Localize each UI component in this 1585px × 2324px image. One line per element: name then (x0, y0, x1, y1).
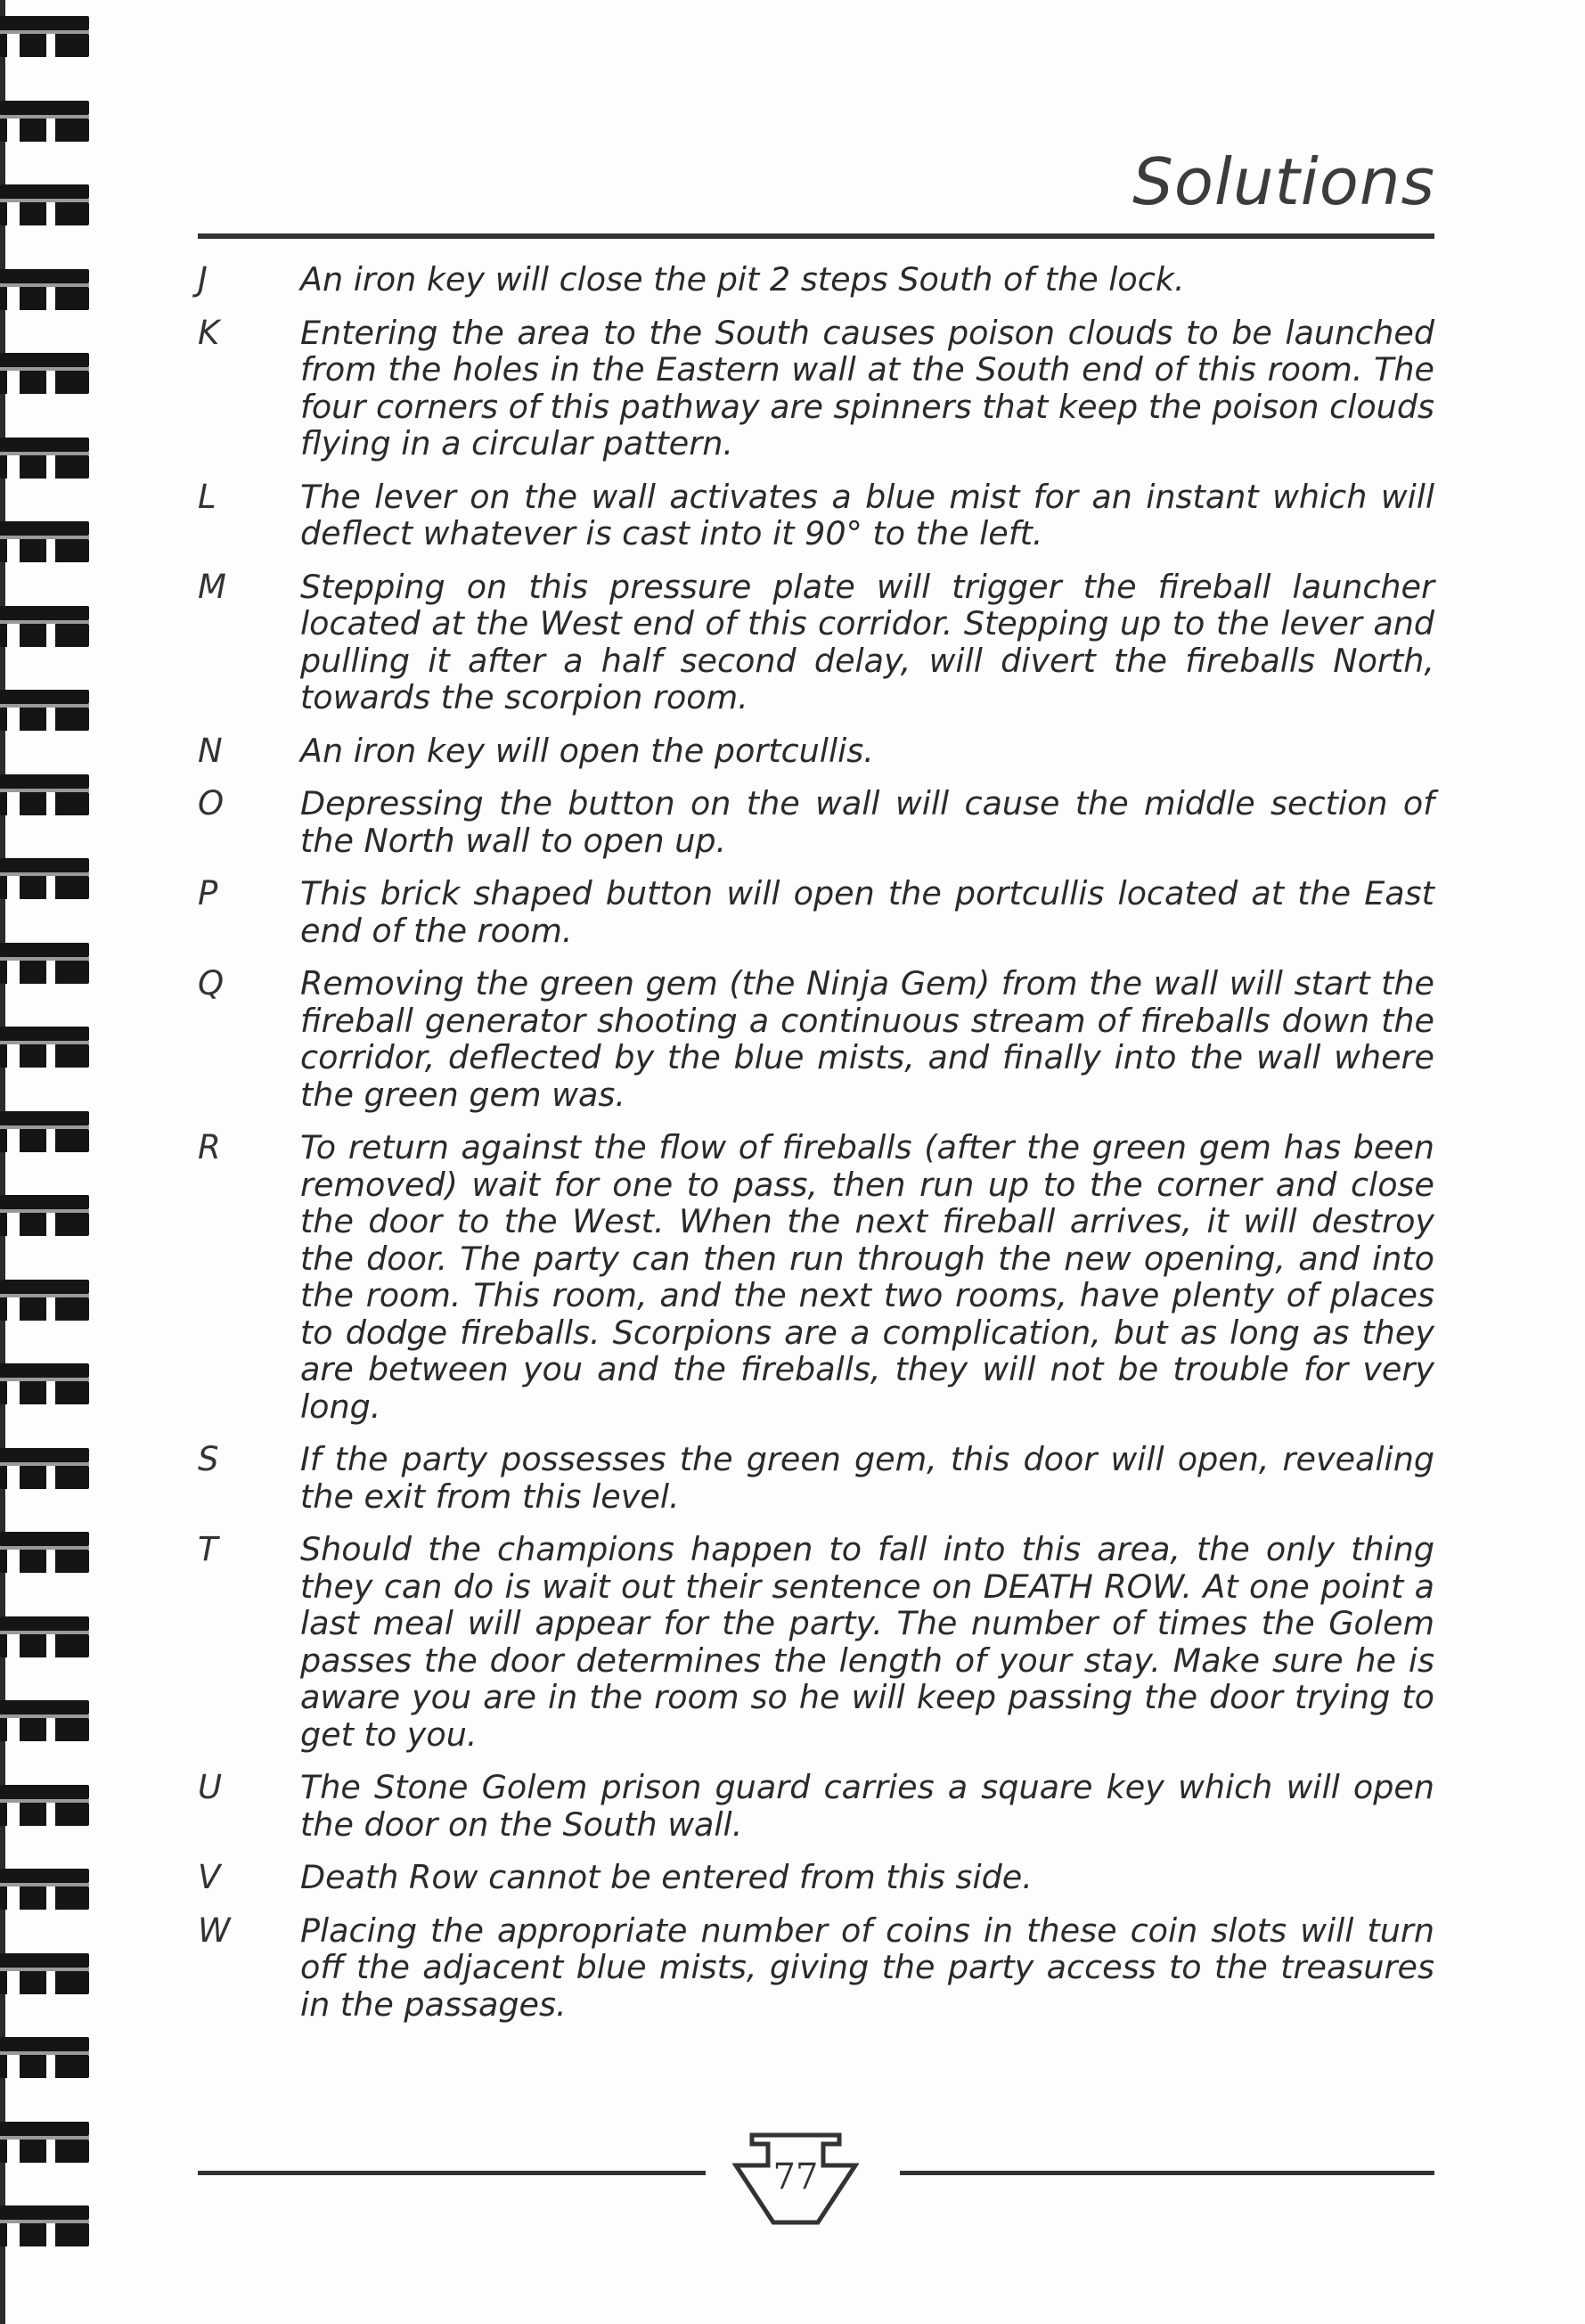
solution-entry-l (198, 479, 1434, 552)
solution-entry-k (198, 315, 1434, 462)
entry-letter: J (198, 260, 208, 299)
entry-letter: T (198, 1530, 218, 1568)
solution-entry-v (198, 1859, 1434, 1896)
entry-text: An iron key will open the portcullis. (300, 731, 874, 770)
entry-text: Placing the appropriate number of coins in these coin slots will turn off the adjacent blue mists, giving the party access to the treasures in the passages. (300, 1911, 1434, 2024)
entry-text: An iron key will close the pit 2 steps South of the lock. (300, 260, 1185, 299)
entry-text: Removing the green gem (the Ninja Gem) from the wall will start the fireball generator shooting a continuous stream of fireballs down the corridor, deflected by the blue mists, and finally into the wall where the green gem was. (300, 964, 1434, 1114)
entry-text: Entering the area to the South causes poison clouds to be launched from the holes in the Eastern wall at the South end of this room. The four corners of this pathway are spinners that keep the poison clouds flying in a circular pattern. (300, 313, 1434, 462)
solution-entry-t (198, 1531, 1434, 1753)
solution-entry-j (198, 261, 1434, 299)
entry-text: The Stone Golem prison guard carries a square key which will open the door on the South wall. (300, 1768, 1434, 1844)
solution-entry-s (198, 1441, 1434, 1515)
entry-letter: W (198, 1911, 231, 1950)
entry-letter: O (198, 784, 225, 822)
entry-letter: N (198, 731, 223, 770)
page-title: Solutions (1132, 144, 1435, 219)
solution-entry-m (198, 569, 1434, 716)
entry-text: This brick shaped button will open the portcullis located at the East end of the room. (300, 874, 1434, 950)
footer-rule-right (900, 2171, 1434, 2175)
footer-rule-left (198, 2171, 706, 2175)
entry-letter: L (198, 477, 217, 516)
solution-entry-n (198, 732, 1434, 770)
entry-text: Depressing the button on the wall will cause the middle section of the North wall to open up. (300, 784, 1434, 860)
entry-text: If the party possesses the green gem, this door will open, revealing the exit from this level. (300, 1440, 1434, 1516)
solution-entry-o (198, 785, 1434, 859)
entry-letter: P (198, 874, 218, 912)
solution-entry-q (198, 965, 1434, 1113)
solutions-list (198, 261, 1434, 2039)
solution-entry-u (198, 1769, 1434, 1843)
header-divider (198, 233, 1434, 239)
entry-text: To return against the flow of fireballs (after the green gem has been removed) wait for one to pass, then run up to the corner and close the door to the West. When the next fireball arrives, it will destroy the door. The party can then run through the new opening, and into the room. This room, and the next two rooms, have plenty of places to dodge fireballs. Scorpions are a complication, but as long as they are between you and the fireballs, they will not be trouble for very long. (300, 1128, 1434, 1426)
page-footer (198, 2130, 1434, 2228)
entry-text: Should the champions happen to fall into this area, the only thing they can do is wait out their sentence on DEATH ROW. At one point a last meal will appear for the party. The number of times the Golem passes the door determines the length of your stay. Make sure he is aware you are in the room so he will keep passing the door trying to get to you. (300, 1530, 1434, 1754)
entry-letter: U (198, 1768, 223, 1806)
page-number: 77 (772, 2156, 819, 2197)
entry-letter: R (198, 1128, 221, 1166)
spiral-binding (0, 0, 102, 2324)
entry-text: The lever on the wall activates a blue mist for an instant which will deflect whatever is cast into it 90° to the left. (300, 477, 1434, 552)
entry-letter: M (198, 567, 226, 606)
entry-letter: Q (198, 964, 225, 1002)
solution-entry-w (198, 1912, 1434, 2024)
entry-letter: V (198, 1858, 221, 1896)
entry-text: Stepping on this pressure plate will trigger the fireball launcher located at the West end of this corridor. Stepping up to the lever and pulling it after a half second delay, will divert the fireballs North, towards the scorpion room. (300, 567, 1434, 716)
solution-entry-r (198, 1129, 1434, 1425)
solution-entry-p (198, 875, 1434, 949)
entry-letter: K (198, 313, 220, 352)
entry-text: Death Row cannot be entered from this side. (300, 1858, 1033, 1896)
entry-letter: S (198, 1440, 219, 1478)
